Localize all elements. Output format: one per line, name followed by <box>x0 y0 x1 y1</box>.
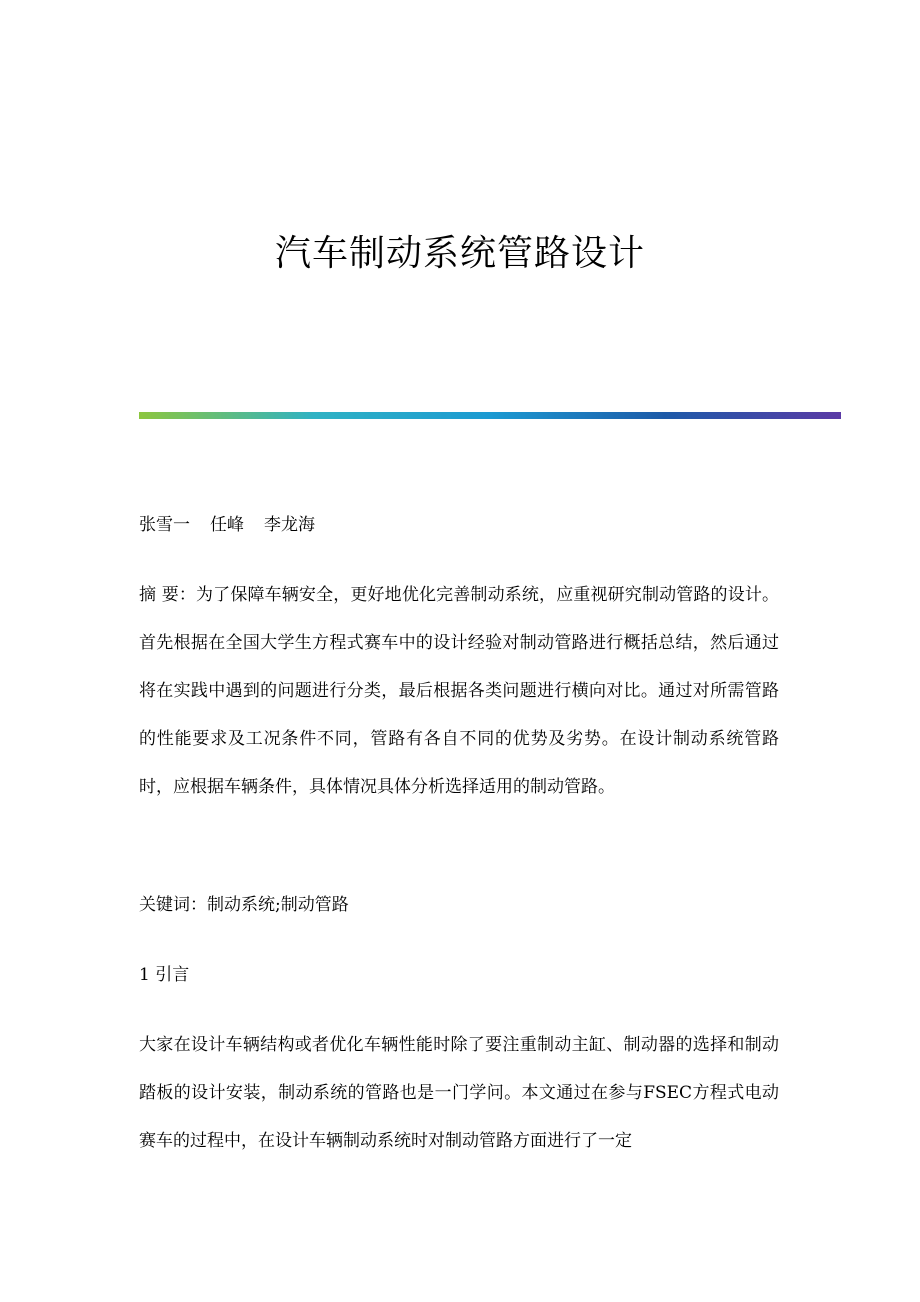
keywords <box>139 881 779 929</box>
author-name: 任峰 <box>210 515 244 535</box>
abstract <box>139 571 779 811</box>
section-heading: 1 引言 <box>139 965 190 985</box>
author-list <box>139 501 779 549</box>
abstract-label: 摘 要： <box>139 585 197 605</box>
keywords-label: 关键词： <box>139 895 207 915</box>
author-name: 张雪一 <box>139 515 190 535</box>
intro-paragraph: 大家在设计车辆结构或者优化车辆性能时除了要注重制动主缸、制动器的选择和制动踏板的设计安装，制动系统的管路也是一门学问。本文通过在参与FSEC方程式电动赛车的过程中，在设计车辆制动系统时对制动管路方面进行了一定 <box>139 1035 779 1151</box>
keywords-text: 制动系统;制动管路 <box>207 895 349 915</box>
author-name: 李龙海 <box>264 515 315 535</box>
document-title: 汽车制动系统管路设计 <box>274 233 645 274</box>
title-divider <box>139 412 841 419</box>
abstract-text: 为了保障车辆安全，更好地优化完善制动系统，应重视研究制动管路的设计。首先根据在全国大学生方程式赛车中的设计经验对制动管路进行概括总结，然后通过将在实践中遇到的问题进行分类，最后根据各类问题进行横向对比。通过对所需管路的性能要求及工况条件不同，管路有各自不同的优势及劣势。在设计制动系统管路时，应根据车辆条件，具体情况具体分析选择适用的制动管路。 <box>139 585 780 797</box>
